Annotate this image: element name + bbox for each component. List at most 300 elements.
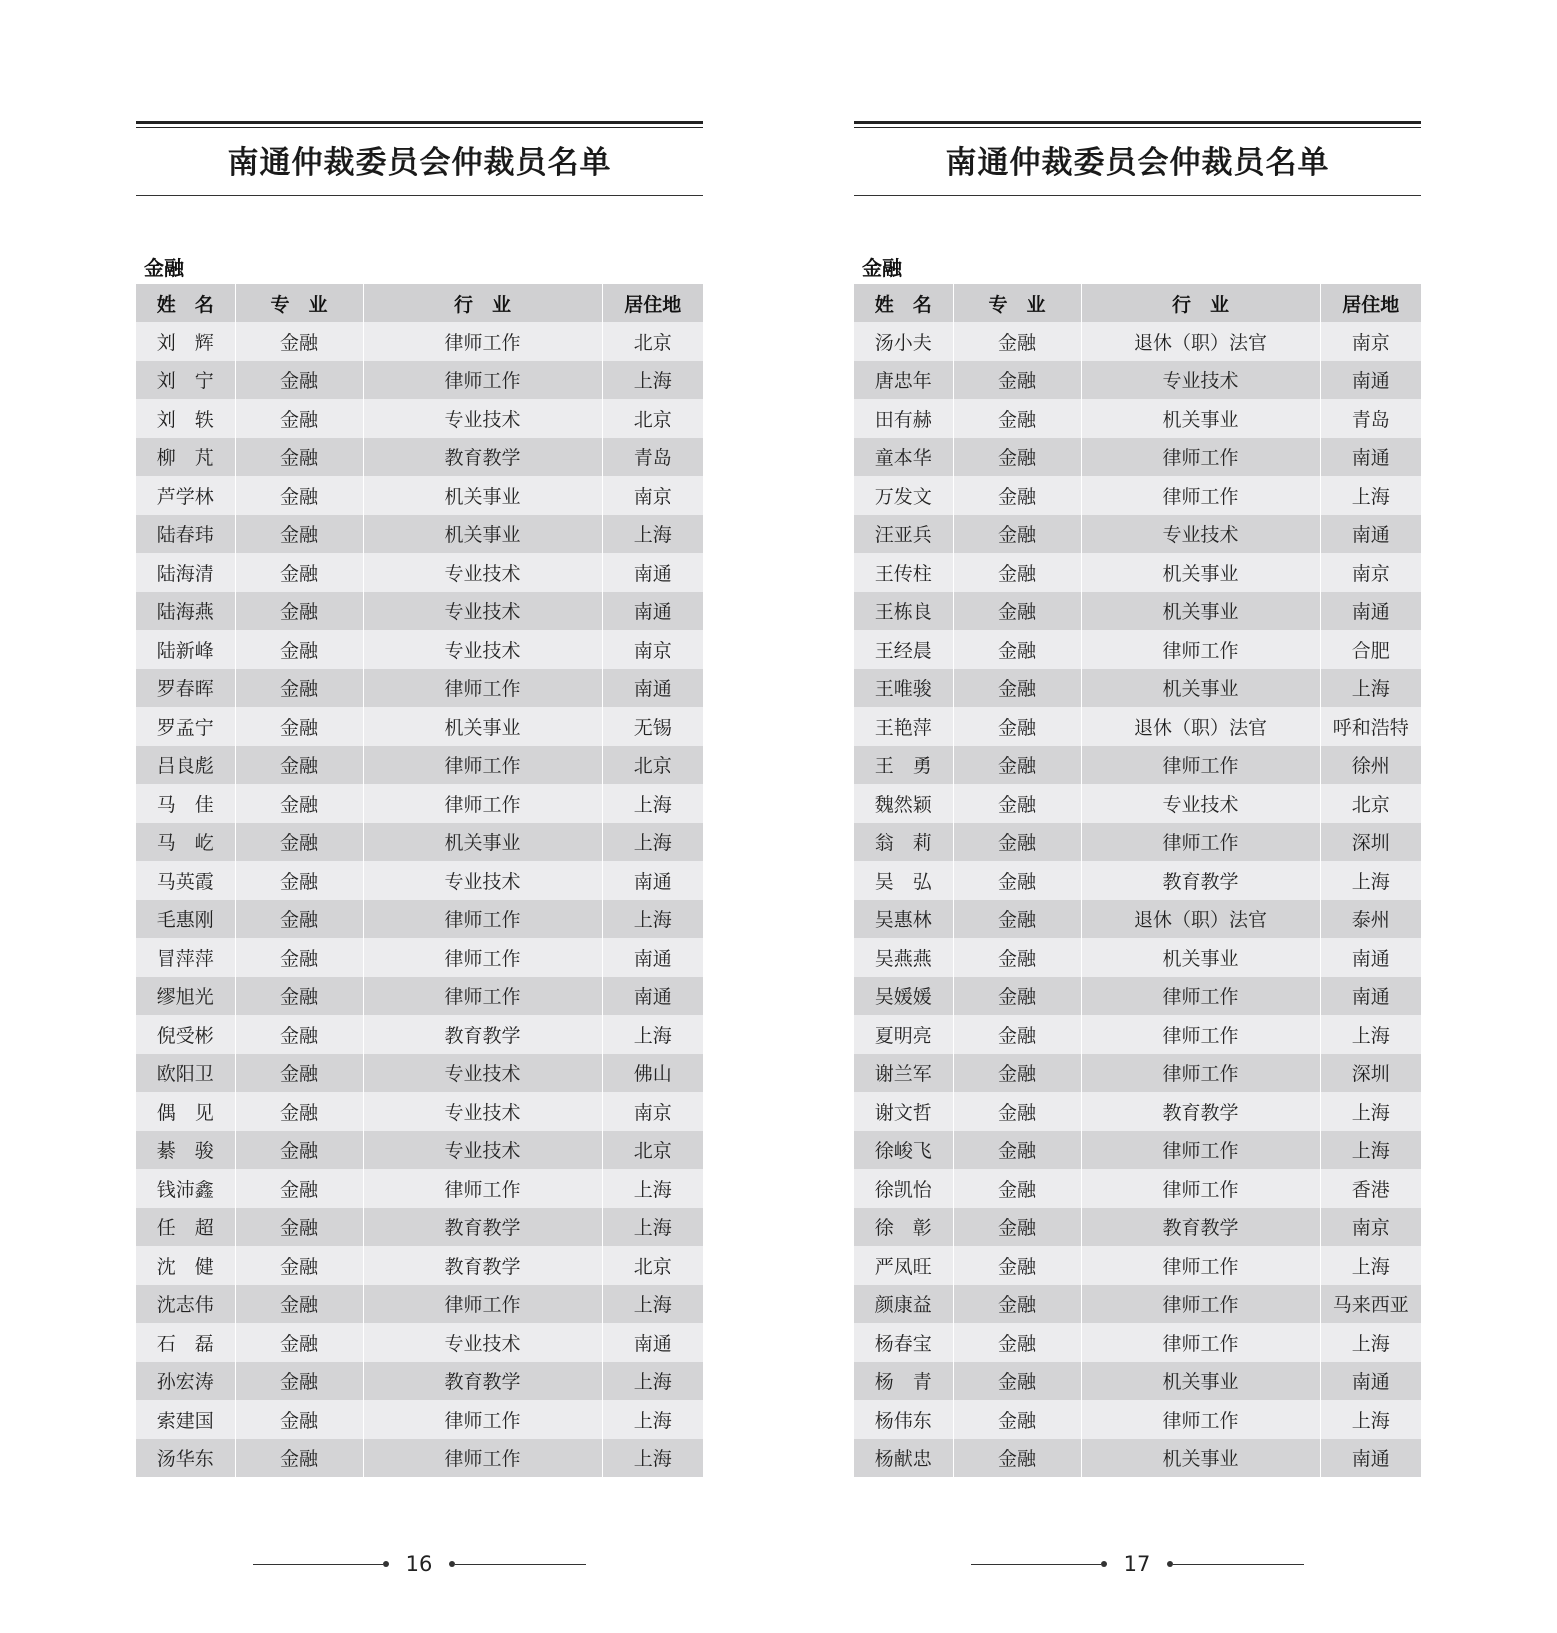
cell-industry: 教育教学 [1081,861,1320,900]
cell-industry: 专业技术 [363,1323,602,1362]
header-rule-thin [136,127,703,128]
cell-name: 王栋良 [854,592,953,631]
cell-residence: 泰州 [1351,909,1390,932]
table-row [854,977,1421,1016]
cell-residence: 上海 [1351,1024,1390,1047]
cell-industry: 专业技术 [363,1131,602,1170]
cell-major: 金融 [235,399,363,438]
cell-name: 石 磊 [136,1323,235,1362]
cell-name: 王经晨 [854,630,953,669]
cell-industry: 律师工作 [363,746,602,785]
cell-major: 金融 [235,630,363,669]
cell-residence: 南通 [1351,947,1390,970]
header-name: 姓 名 [854,284,953,322]
table-row [854,1208,1421,1247]
cell-name: 杨伟东 [854,1400,953,1439]
header-rule-thick [136,121,703,124]
cell-major: 金融 [235,553,363,592]
cell-name: 沈志伟 [136,1285,235,1324]
cell-residence: 上海 [1351,678,1390,701]
cell-industry: 机关事业 [1081,1439,1320,1478]
cell-industry: 退休（职）法官 [1081,322,1320,361]
cell-major: 金融 [235,977,363,1016]
cell-residence: 上海 [633,832,672,855]
cell-residence: 上海 [1351,1140,1390,1163]
cell-industry: 机关事业 [1081,938,1320,977]
cell-residence: 南通 [633,986,672,1009]
cell-name: 童本华 [854,438,953,477]
cell-industry: 律师工作 [363,1285,602,1324]
table-row [136,553,703,592]
cell-major: 金融 [953,399,1081,438]
cell-industry: 律师工作 [1081,823,1320,862]
cell-industry: 机关事业 [363,823,602,862]
header-industry: 行 业 [1081,284,1320,322]
header-residence: 居住地 [624,293,682,316]
cell-major: 金融 [235,707,363,746]
cell-major: 金融 [953,1092,1081,1131]
cell-major: 金融 [235,322,363,361]
cell-name: 徐 彰 [854,1208,953,1247]
table-row [136,669,703,708]
table-row [854,1054,1421,1093]
cell-residence: 深圳 [1351,832,1390,855]
page-number: 17 [1123,1552,1151,1576]
cell-industry: 教育教学 [363,1362,602,1401]
cell-name: 吕良彪 [136,746,235,785]
cell-industry: 律师工作 [1081,1015,1320,1054]
table-row [854,1092,1421,1131]
cell-industry: 专业技术 [1081,784,1320,823]
cell-major: 金融 [953,938,1081,977]
table-row [854,1439,1421,1478]
cell-name: 万发文 [854,476,953,515]
table-row [136,361,703,400]
cell-residence: 上海 [1351,870,1390,893]
table-row [136,1092,703,1131]
cell-major: 金融 [953,977,1081,1016]
header-residence: 居住地 [1342,293,1400,316]
cell-industry: 专业技术 [1081,515,1320,554]
header-major: 专 业 [953,284,1081,322]
table-row [854,476,1421,515]
cell-residence: 上海 [633,1217,672,1240]
cell-major: 金融 [953,592,1081,631]
cell-industry: 专业技术 [1081,361,1320,400]
cell-name: 刘 宁 [136,361,235,400]
cell-name: 魏然颖 [854,784,953,823]
cell-name: 孙宏涛 [136,1362,235,1401]
cell-industry: 律师工作 [363,977,602,1016]
cell-residence: 南京 [633,639,672,662]
title-underline [854,195,1421,196]
table-row [136,630,703,669]
cell-industry: 律师工作 [363,669,602,708]
header-rule-thick [854,121,1421,124]
cell-major: 金融 [235,1362,363,1401]
cell-residence: 北京 [633,408,672,431]
cell-industry: 律师工作 [1081,1400,1320,1439]
cell-industry: 机关事业 [1081,669,1320,708]
cell-name: 吴燕燕 [854,938,953,977]
cell-residence: 南通 [633,870,672,893]
cell-name: 王艳萍 [854,707,953,746]
header-rule-thin [854,127,1421,128]
cell-industry: 机关事业 [1081,399,1320,438]
cell-name: 颜康益 [854,1285,953,1324]
cell-major: 金融 [953,900,1081,939]
cell-name: 王传柱 [854,553,953,592]
cell-major: 金融 [235,1400,363,1439]
cell-name: 田有赫 [854,399,953,438]
table-row [136,1285,703,1324]
cell-major: 金融 [235,669,363,708]
table-row [854,399,1421,438]
cell-name: 杨献忠 [854,1439,953,1478]
cell-residence: 上海 [633,793,672,816]
section-label: 金融 [144,256,184,280]
cell-major: 金融 [235,1439,363,1478]
cell-name: 汪亚兵 [854,515,953,554]
cell-industry: 律师工作 [363,1439,602,1478]
cell-major: 金融 [235,592,363,631]
cell-major: 金融 [235,1246,363,1285]
cell-major: 金融 [953,361,1081,400]
cell-residence: 南京 [633,1101,672,1124]
table-row [136,707,703,746]
cell-industry: 机关事业 [363,707,602,746]
table-row [854,630,1421,669]
cell-residence: 无锡 [633,716,672,739]
table-row [854,361,1421,400]
table-row [136,322,703,361]
cell-name: 汤华东 [136,1439,235,1478]
cell-residence: 南通 [633,678,672,701]
cell-industry: 教育教学 [363,1246,602,1285]
cell-residence: 合肥 [1351,639,1390,662]
cell-major: 金融 [953,322,1081,361]
table-row [136,900,703,939]
cell-residence: 南通 [1351,524,1390,547]
cell-major: 金融 [953,553,1081,592]
footer-line-left [971,1564,1101,1565]
table-row [136,861,703,900]
cell-residence: 南通 [1351,447,1390,470]
cell-major: 金融 [953,1015,1081,1054]
cell-major: 金融 [235,1208,363,1247]
cell-residence: 南通 [633,1332,672,1355]
footer-line-right [455,1564,586,1565]
cell-major: 金融 [235,1054,363,1093]
table-row [136,784,703,823]
cell-industry: 专业技术 [363,630,602,669]
cell-name: 徐凯怡 [854,1169,953,1208]
cell-industry: 律师工作 [1081,1169,1320,1208]
cell-name: 谢文哲 [854,1092,953,1131]
cell-name: 王 勇 [854,746,953,785]
cell-major: 金融 [235,515,363,554]
table-body [854,322,1421,1477]
header-major: 专 业 [235,284,363,322]
cell-residence: 上海 [1351,1101,1390,1124]
cell-residence: 南通 [1351,370,1390,393]
cell-major: 金融 [235,861,363,900]
cell-major: 金融 [953,784,1081,823]
cell-name: 吴惠林 [854,900,953,939]
page-footer [854,1552,1421,1576]
table-row [854,322,1421,361]
cell-name: 陆春玮 [136,515,235,554]
header-name: 姓 名 [136,284,235,322]
cell-residence: 南通 [1351,1371,1390,1394]
cell-residence: 南通 [1351,1448,1390,1471]
cell-industry: 律师工作 [363,900,602,939]
cell-residence: 青岛 [1351,408,1390,431]
cell-major: 金融 [953,1362,1081,1401]
cell-name: 索建国 [136,1400,235,1439]
table-row [854,900,1421,939]
cell-industry: 律师工作 [1081,438,1320,477]
cell-industry: 律师工作 [363,938,602,977]
cell-industry: 律师工作 [1081,1054,1320,1093]
cell-residence: 南京 [1351,562,1390,585]
cell-residence: 上海 [633,1409,672,1432]
cell-industry: 律师工作 [363,1169,602,1208]
page-number: 16 [405,1552,433,1576]
table-row [136,1015,703,1054]
cell-residence: 南京 [633,485,672,508]
cell-name: 唐忠年 [854,361,953,400]
cell-residence: 南京 [1351,1217,1390,1240]
cell-industry: 律师工作 [1081,476,1320,515]
cell-name: 柳 芃 [136,438,235,477]
cell-industry: 机关事业 [363,476,602,515]
cell-major: 金融 [235,784,363,823]
cell-residence: 南通 [1351,986,1390,1009]
cell-industry: 机关事业 [363,515,602,554]
cell-industry: 机关事业 [1081,553,1320,592]
table-row [136,438,703,477]
cell-residence: 南通 [1351,601,1390,624]
table-row [854,1015,1421,1054]
table-row [136,1323,703,1362]
cell-name: 罗春晖 [136,669,235,708]
cell-major: 金融 [953,476,1081,515]
table-row [854,1323,1421,1362]
cell-major: 金融 [953,746,1081,785]
table-row [854,1285,1421,1324]
cell-name: 欧阳卫 [136,1054,235,1093]
cell-major: 金融 [953,1439,1081,1478]
table-row [854,438,1421,477]
cell-residence: 上海 [633,909,672,932]
cell-name: 罗孟宁 [136,707,235,746]
cell-residence: 青岛 [633,447,672,470]
cell-major: 金融 [953,515,1081,554]
table-row [854,553,1421,592]
cell-residence: 深圳 [1351,1063,1390,1086]
page-title: 南通仲裁委员会仲裁员名单 [945,145,1330,181]
cell-major: 金融 [953,438,1081,477]
cell-industry: 律师工作 [1081,1131,1320,1170]
cell-residence: 上海 [633,1371,672,1394]
cell-name: 王唯骏 [854,669,953,708]
table-row [854,1400,1421,1439]
cell-industry: 专业技术 [363,399,602,438]
cell-name: 沈 健 [136,1246,235,1285]
cell-name: 汤小夫 [854,322,953,361]
cell-industry: 律师工作 [1081,746,1320,785]
cell-residence: 北京 [633,755,672,778]
footer-line-left [253,1564,383,1565]
cell-major: 金融 [953,1054,1081,1093]
cell-industry: 律师工作 [1081,1323,1320,1362]
cell-residence: 南京 [1351,331,1390,354]
cell-major: 金融 [235,361,363,400]
cell-residence: 马来西亚 [1332,1294,1409,1317]
cell-residence: 徐州 [1351,755,1390,778]
table-row [136,938,703,977]
cell-industry: 律师工作 [1081,1285,1320,1324]
cell-residence: 北京 [633,1255,672,1278]
cell-residence: 上海 [633,524,672,547]
cell-name: 杨春宝 [854,1323,953,1362]
cell-residence: 南通 [633,562,672,585]
table-row [136,977,703,1016]
cell-industry: 专业技术 [363,1092,602,1131]
cell-residence: 上海 [633,1178,672,1201]
cell-industry: 专业技术 [363,861,602,900]
table-row [854,823,1421,862]
cell-industry: 教育教学 [1081,1208,1320,1247]
cell-major: 金融 [235,1131,363,1170]
cell-residence: 北京 [633,1140,672,1163]
cell-major: 金融 [235,1285,363,1324]
cell-major: 金融 [953,1131,1081,1170]
table-row [854,592,1421,631]
cell-name: 陆新峰 [136,630,235,669]
cell-name: 严凤旺 [854,1246,953,1285]
cell-name: 任 超 [136,1208,235,1247]
table-row [136,1439,703,1478]
cell-name: 钱沛鑫 [136,1169,235,1208]
cell-major: 金融 [235,1092,363,1131]
cell-name: 吴媛媛 [854,977,953,1016]
arbitrator-table [136,284,703,1477]
table-row [854,707,1421,746]
cell-major: 金融 [953,1285,1081,1324]
table-row [136,823,703,862]
cell-name: 马 佳 [136,784,235,823]
table-row [854,784,1421,823]
cell-industry: 教育教学 [363,438,602,477]
cell-major: 金融 [235,746,363,785]
cell-residence: 上海 [633,1448,672,1471]
cell-residence: 香港 [1351,1178,1390,1201]
table-row [136,592,703,631]
cell-major: 金融 [953,669,1081,708]
cell-name: 徐峻飞 [854,1131,953,1170]
cell-major: 金融 [235,823,363,862]
table-row [136,1400,703,1439]
cell-name: 刘 辉 [136,322,235,361]
cell-major: 金融 [235,1323,363,1362]
cell-residence: 上海 [1351,1255,1390,1278]
table-row [854,938,1421,977]
cell-residence: 上海 [633,1024,672,1047]
cell-name: 倪受彬 [136,1015,235,1054]
cell-major: 金融 [953,823,1081,862]
cell-industry: 律师工作 [363,361,602,400]
cell-name: 翁 莉 [854,823,953,862]
page-footer [136,1552,703,1576]
table-row [136,399,703,438]
table-row [136,1362,703,1401]
table-header-row [854,284,1421,322]
cell-major: 金融 [235,476,363,515]
cell-residence: 北京 [633,331,672,354]
cell-residence: 佛山 [633,1063,672,1086]
cell-name: 马 屹 [136,823,235,862]
table-row [136,1054,703,1093]
cell-major: 金融 [235,938,363,977]
table-body [136,322,703,1477]
cell-industry: 律师工作 [1081,1246,1320,1285]
cell-name: 冒萍萍 [136,938,235,977]
table-row [854,861,1421,900]
page-title: 南通仲裁委员会仲裁员名单 [227,145,612,181]
table-row [136,1169,703,1208]
cell-industry: 律师工作 [363,322,602,361]
cell-residence: 呼和浩特 [1332,716,1409,739]
cell-residence: 上海 [1351,485,1390,508]
cell-industry: 专业技术 [363,592,602,631]
table-row [854,515,1421,554]
cell-industry: 专业技术 [363,1054,602,1093]
table-header-row [136,284,703,322]
footer-line-right [1173,1564,1304,1565]
cell-major: 金融 [235,900,363,939]
cell-major: 金融 [953,1169,1081,1208]
cell-name: 吴 弘 [854,861,953,900]
cell-industry: 律师工作 [363,784,602,823]
table-row [136,515,703,554]
table-row [854,669,1421,708]
cell-major: 金融 [953,861,1081,900]
cell-residence: 上海 [1351,1409,1390,1432]
cell-industry: 专业技术 [363,553,602,592]
cell-name: 綦 骏 [136,1131,235,1170]
cell-name: 刘 轶 [136,399,235,438]
cell-name: 缪旭光 [136,977,235,1016]
table-row [136,476,703,515]
cell-name: 陆海清 [136,553,235,592]
cell-industry: 机关事业 [1081,1362,1320,1401]
cell-major: 金融 [953,630,1081,669]
arbitrator-table [854,284,1421,1477]
cell-name: 马英霞 [136,861,235,900]
cell-residence: 南通 [633,947,672,970]
cell-major: 金融 [953,1400,1081,1439]
cell-industry: 律师工作 [363,1400,602,1439]
cell-residence: 南通 [633,601,672,624]
table-row [854,1246,1421,1285]
cell-major: 金融 [235,1015,363,1054]
table-row [136,1131,703,1170]
cell-name: 毛惠刚 [136,900,235,939]
section-label: 金融 [862,256,902,280]
table-row [136,1246,703,1285]
